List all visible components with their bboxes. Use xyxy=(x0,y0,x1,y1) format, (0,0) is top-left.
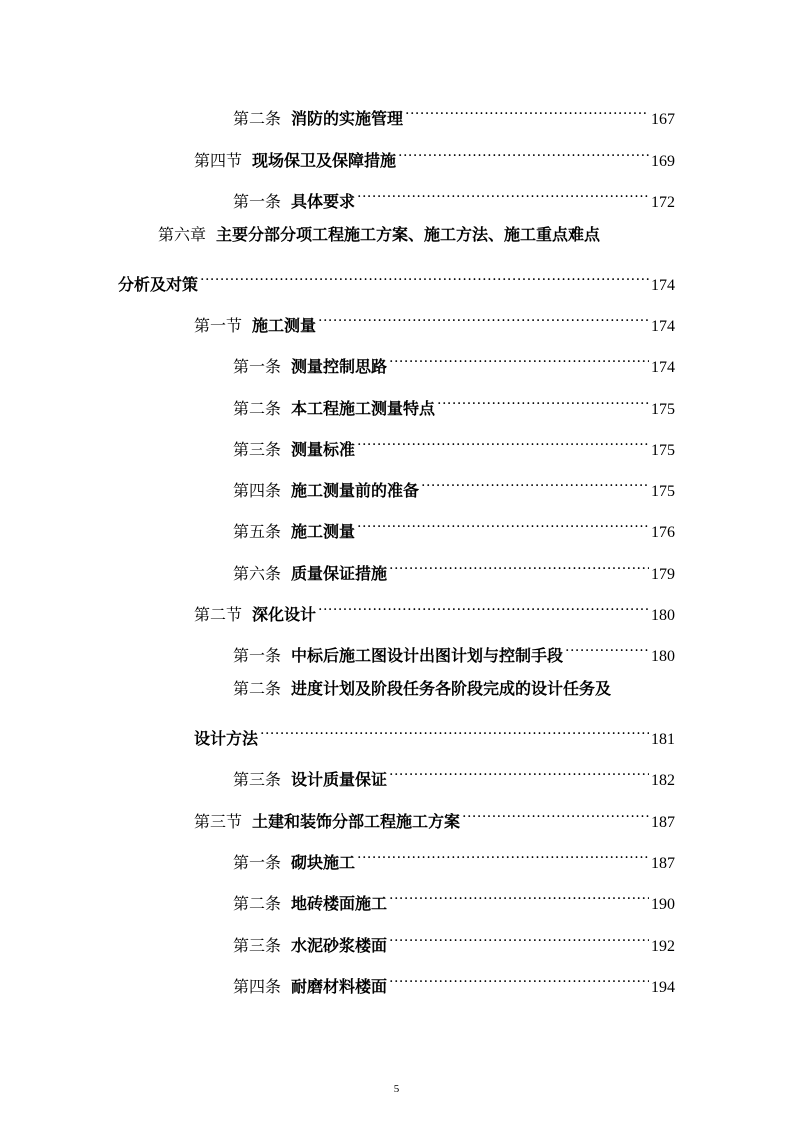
toc-entry[interactable] xyxy=(233,468,675,500)
toc-entry-page: 172 xyxy=(651,194,675,211)
toc-entry-title: 土建和装饰分部工程施工方案 xyxy=(252,812,461,831)
toc-entry-title: 水泥砂浆楼面 xyxy=(291,936,388,955)
toc-entry-prefix: 第三条 xyxy=(233,770,282,789)
toc-leader-dots xyxy=(421,468,649,496)
toc-entry-title: 设计方法 xyxy=(194,729,259,748)
toc-leader-dots xyxy=(389,964,649,992)
toc-entry-page: 190 xyxy=(651,896,675,913)
toc-entry-page: 181 xyxy=(651,731,675,748)
toc-entry[interactable] xyxy=(233,840,675,872)
toc-entry-page: 180 xyxy=(651,607,675,624)
toc-entry[interactable] xyxy=(194,799,675,831)
toc-entry[interactable] xyxy=(233,386,675,418)
page-number: 5 xyxy=(393,1083,400,1095)
toc-entry-title: 分析及对策 xyxy=(118,275,199,294)
toc-leader-dots xyxy=(389,344,649,372)
toc-entry-prefix: 第一条 xyxy=(233,853,282,872)
toc-entry-prefix: 第四节 xyxy=(194,151,243,170)
toc-entry-prefix: 第六条 xyxy=(233,564,282,583)
toc-entry[interactable] xyxy=(194,303,675,335)
toc-leader-dots xyxy=(389,551,649,579)
toc-entry-page: 167 xyxy=(651,111,675,128)
toc-entry[interactable] xyxy=(158,221,675,249)
toc-leader-dots xyxy=(437,386,649,414)
toc-entry-prefix: 第二条 xyxy=(233,679,282,698)
toc-entry-title: 深化设计 xyxy=(252,605,317,624)
toc-entry[interactable] xyxy=(194,592,675,624)
toc-entry-page: 175 xyxy=(651,483,675,500)
toc-entry-page: 194 xyxy=(651,979,675,996)
toc-entry[interactable] xyxy=(233,881,675,913)
toc-entry-prefix: 第三条 xyxy=(233,440,282,459)
toc-entry-prefix: 第五条 xyxy=(233,522,282,541)
toc-entry-title: 测量标准 xyxy=(291,440,356,459)
toc-entry-prefix: 第一条 xyxy=(233,192,282,211)
toc-entry-prefix: 第三节 xyxy=(194,812,243,831)
toc-entry-page: 192 xyxy=(651,938,675,955)
toc-entry-title: 进度计划及阶段任务各阶段完成的设计任务及 xyxy=(291,679,612,698)
toc-leader-dots xyxy=(389,881,649,909)
toc-entry-prefix: 第六章 xyxy=(158,225,207,244)
toc-entry-title: 具体要求 xyxy=(291,192,356,211)
toc-entry-title: 主要分部分项工程施工方案、施工方法、施工重点难点 xyxy=(216,225,601,244)
toc-entry-page: 174 xyxy=(651,318,675,335)
toc-entry-prefix: 第二条 xyxy=(233,109,282,128)
toc-entry-page: 174 xyxy=(651,277,675,294)
toc-entry-page: 169 xyxy=(651,153,675,170)
toc-entry-title: 施工测量 xyxy=(291,522,356,541)
toc-leader-dots xyxy=(357,427,649,455)
toc-leader-dots xyxy=(357,509,649,537)
toc-leader-dots xyxy=(200,262,649,290)
toc-entry-title: 消防的实施管理 xyxy=(291,109,404,128)
toc-entry-title: 设计质量保证 xyxy=(291,770,388,789)
toc-entry[interactable] xyxy=(233,179,675,211)
toc-entry[interactable] xyxy=(233,96,675,128)
toc-entry-title: 中标后施工图设计出图计划与控制手段 xyxy=(291,646,564,665)
toc-entry-page: 174 xyxy=(651,359,675,376)
toc-leader-dots xyxy=(565,633,649,661)
toc-entry-prefix: 第四条 xyxy=(233,481,282,500)
toc-leader-dots xyxy=(318,592,649,620)
toc-entry[interactable] xyxy=(194,716,675,748)
toc-entry-title: 地砖楼面施工 xyxy=(291,894,388,913)
toc-leader-dots xyxy=(389,757,649,785)
toc-entry[interactable] xyxy=(194,138,675,170)
toc-entry[interactable] xyxy=(233,757,675,789)
toc-entry[interactable] xyxy=(233,923,675,955)
toc-entry-page: 187 xyxy=(651,814,675,831)
toc-leader-dots xyxy=(462,799,649,827)
toc-entry-page: 179 xyxy=(651,566,675,583)
toc-leader-dots xyxy=(398,138,649,166)
toc-entry[interactable] xyxy=(233,633,675,665)
toc-entry-page: 176 xyxy=(651,524,675,541)
toc-entry-title: 耐磨材料楼面 xyxy=(291,977,388,996)
toc-leader-dots xyxy=(405,96,649,124)
toc-entry[interactable] xyxy=(233,675,675,703)
toc-entry-title: 质量保证措施 xyxy=(291,564,388,583)
toc-entry[interactable] xyxy=(233,551,675,583)
toc-entry[interactable] xyxy=(233,427,675,459)
toc-leader-dots xyxy=(389,923,649,951)
toc-entry-prefix: 第二条 xyxy=(233,399,282,418)
toc-entry[interactable] xyxy=(233,964,675,996)
toc-entry-prefix: 第一条 xyxy=(233,646,282,665)
toc-entry-title: 测量控制思路 xyxy=(291,357,388,376)
toc-entry-prefix: 第二条 xyxy=(233,894,282,913)
toc-entry-prefix: 第二节 xyxy=(194,605,243,624)
toc-entry-prefix: 第一条 xyxy=(233,357,282,376)
toc-entry-page: 180 xyxy=(651,648,675,665)
toc-entry[interactable] xyxy=(118,262,675,294)
toc-entry-page: 175 xyxy=(651,442,675,459)
toc-entry[interactable] xyxy=(233,509,675,541)
toc-entry-page: 175 xyxy=(651,401,675,418)
toc-entry-title: 施工测量前的准备 xyxy=(291,481,420,500)
toc-entry-title: 本工程施工测量特点 xyxy=(291,399,436,418)
toc-entry-prefix: 第三条 xyxy=(233,936,282,955)
toc-entry-title: 砌块施工 xyxy=(291,853,356,872)
toc-leader-dots xyxy=(357,179,649,207)
toc-leader-dots xyxy=(318,303,649,331)
toc-entry-title: 施工测量 xyxy=(252,316,317,335)
toc-entry-prefix: 第四条 xyxy=(233,977,282,996)
toc-leader-dots xyxy=(357,840,649,868)
toc-entry-page: 187 xyxy=(651,855,675,872)
toc-entry-prefix: 第一节 xyxy=(194,316,243,335)
toc-entry-title: 现场保卫及保障措施 xyxy=(252,151,397,170)
toc-entry[interactable] xyxy=(233,344,675,376)
toc-entry-page: 182 xyxy=(651,772,675,789)
toc-leader-dots xyxy=(260,716,649,744)
